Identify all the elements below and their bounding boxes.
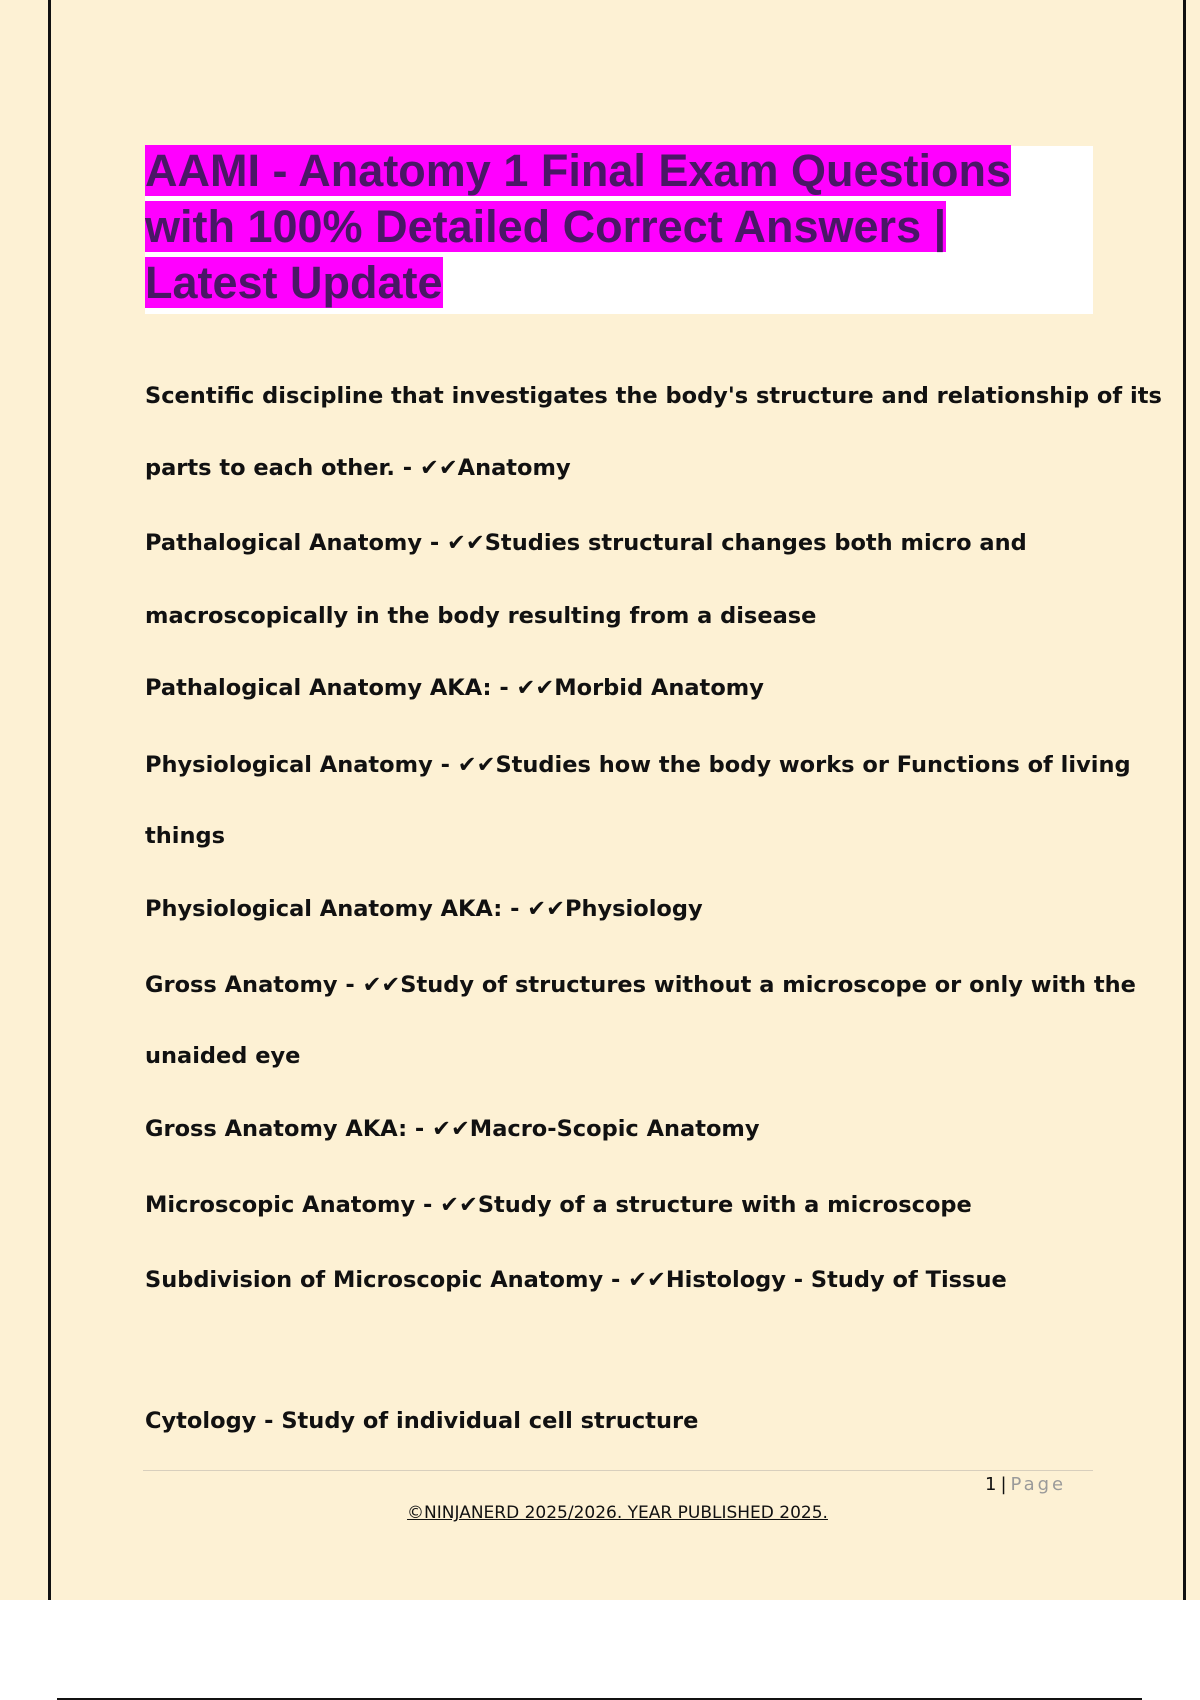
page-number-separator: | [1000, 1474, 1007, 1495]
qa-line: Physiological Anatomy - ✔✔Studies how the body works or Functions of living [145, 752, 1131, 778]
qa-line: Scentific discipline that investigates the body's structure and relationship of its [145, 383, 1162, 409]
footer-divider [143, 1470, 1093, 1471]
qa-line: Gross Anatomy - ✔✔Study of structures without a microscope or only with the [145, 972, 1136, 998]
copyright-notice: ©NINJANERD 2025/2026. YEAR PUBLISHED 2025. [407, 1503, 828, 1523]
page-border-left [48, 0, 51, 1600]
qa-line: Microscopic Anatomy - ✔✔Study of a structure with a microscope [145, 1192, 972, 1218]
document-title [145, 143, 1085, 311]
qa-line: Cytology - Study of individual cell structure [145, 1408, 699, 1434]
qa-line: parts to each other. - ✔✔Anatomy [145, 455, 571, 481]
qa-line: unaided eye [145, 1043, 301, 1069]
page-number [985, 1474, 1066, 1495]
page-number-label: Page [1010, 1474, 1067, 1495]
qa-line: Gross Anatomy AKA: - ✔✔Macro-Scopic Anatomy [145, 1116, 760, 1142]
qa-line: Subdivision of Microscopic Anatomy - ✔✔Histology - Study of Tissue [145, 1267, 1007, 1293]
qa-line: Pathalogical Anatomy AKA: - ✔✔Morbid Anatomy [145, 675, 764, 701]
qa-line: things [145, 823, 226, 849]
page-number-value: 1 [985, 1474, 997, 1495]
page-border-right [1183, 0, 1186, 1600]
qa-line: macroscopically in the body resulting from a disease [145, 603, 817, 629]
qa-line: Physiological Anatomy AKA: - ✔✔Physiology [145, 896, 703, 922]
title-highlight: AAMI - Anatomy 1 Final Exam Questions with 100% Detailed Correct Answers | Latest Update [145, 145, 1011, 308]
qa-line: Pathalogical Anatomy - ✔✔Studies structural changes both micro and [145, 530, 1027, 556]
